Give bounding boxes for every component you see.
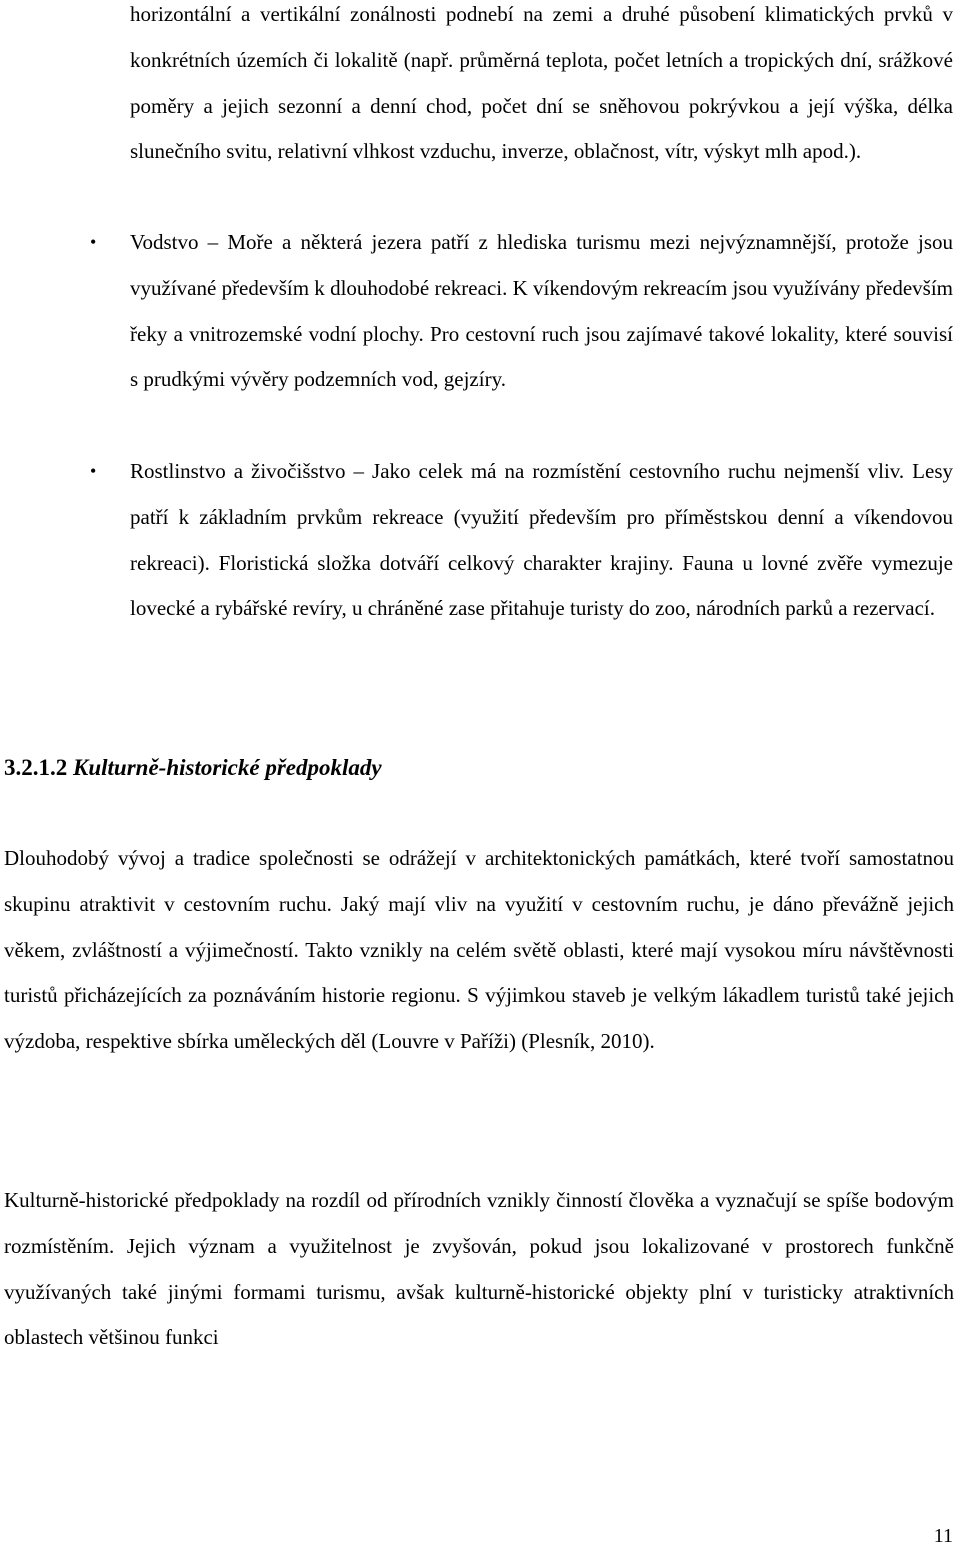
continued-bullet-text: horizontální a vertikální zonálnosti podnebí na zemi a druhé působení klimatických prvků v konkrétních územích či lokalitě (např. průměrná teplota, počet letních a tropických dní, srážkové poměry a jejich sezonní a denní chod, počet dní se sněhovou pokrývkou a její výška, délka slunečního svitu, relativní vlhkost vzduchu, inverze, oblačnost, vítr, výskyt mlh apod.).: [130, 2, 953, 164]
section-title: Kulturně-historické předpoklady: [73, 755, 382, 780]
bullet-marker: •: [90, 232, 97, 252]
body-paragraph: Kulturně-historické předpoklady na rozdíl od přírodních vznikly činností člověka a vyznačují se spíše bodovým rozmístěním. Jejich význam a využitelnost je zvyšován, pokud jsou lokalizované v prostorech funkčně využívaných také jinými formami turismu, avšak kulturně-historické objekty plní v turisticky atraktivních oblastech většinou funkci: [4, 1188, 954, 1350]
bullet-item-rostlinstvo: [90, 449, 953, 632]
bullet-text: Vodstvo – Moře a některá jezera patří z hlediska turismu mezi nejvýznamnější, protože jsou využívané především k dlouhodobé rekreaci. K víkendovým rekreacím jsou využívány především řeky a vnitrozemské vodní plochy. Pro cestovní ruch jsou zajímavé takové lokality, které souvisí s prudkými vývěry podzemních vod, gejzíry.: [130, 230, 953, 392]
bullet-marker: •: [90, 461, 97, 481]
page-number: 11: [933, 1525, 953, 1547]
bullet-text: Rostlinstvo a živočišstvo – Jako celek má na rozmístění cestovního ruchu nejmenší vliv. Lesy patří k základním prvkům rekreace (využití především pro příměstskou denní a víkendovou rekreaci). Floristická složka dotváří celkový charakter krajiny. Fauna u lovné zvěře vymezuje lovecké a rybářské revíry, u chráněné zase přitahuje turisty do zoo, národních parků a rezervací.: [130, 459, 953, 621]
body-paragraph: Dlouhodobý vývoj a tradice společnosti se odrážejí v architektonických památkách, které tvoří samostatnou skupinu atraktivit v cestovním ruchu. Jaký mají vliv na využití v cestovním ruchu, je dáno převážně jejich věkem, zvláštností a výjimečností. Takto vznikly na celém světě oblasti, které mají vysokou míru návštěvnosti turistů přicházejících za poznáváním historie regionu. S výjimkou staveb je velkým lákadlem turistů také jejich výzdoba, respektive sbírka uměleckých děl (Louvre v Paříži) (Plesník, 2010).: [4, 846, 954, 1054]
bullet-item-vodstvo: [90, 220, 953, 403]
section-number: 3.2.1.2: [4, 755, 68, 780]
section-heading: [4, 747, 382, 789]
